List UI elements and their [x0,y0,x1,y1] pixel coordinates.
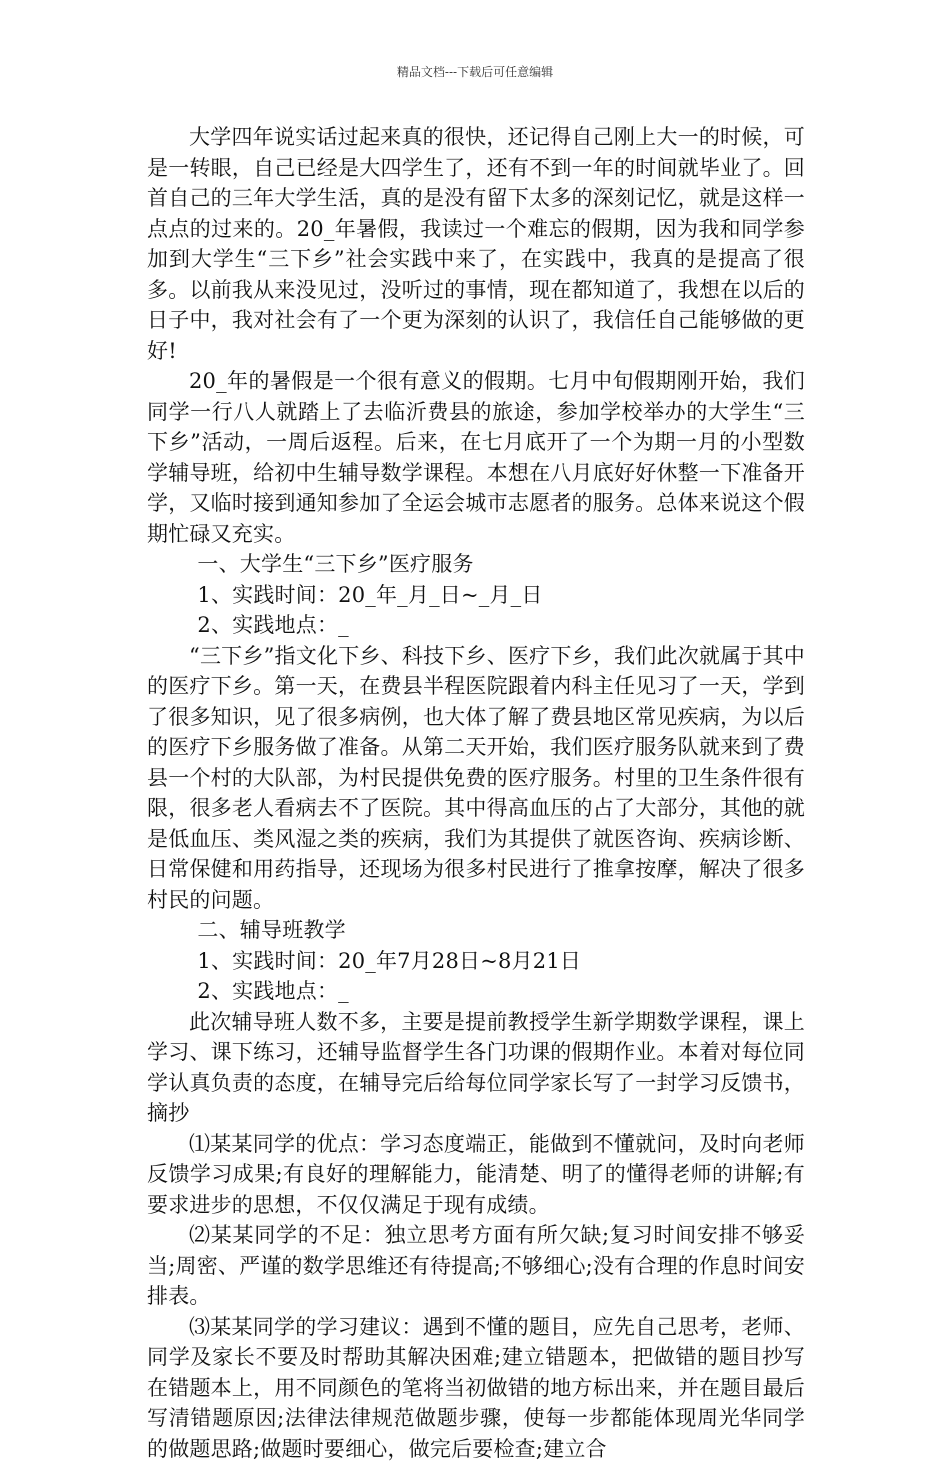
paragraph-tutoring: 此次辅导班人数不多，主要是提前教授学生新学期数学课程，课上学习、课下练习，还辅导监督学生各门功课的假期作业。本着对每位同学认真负责的态度，在辅导完后给每位同学家长写了一封学习反馈书，摘抄 [147,1007,805,1129]
section-heading-medical-service: 一、大学生“三下乡”医疗服务 [147,549,805,580]
document-body [147,122,805,1464]
paragraph-weaknesses: ⑵某某同学的不足：独立思考方面有所欠缺;复习时间安排不够妥当;周密、严谨的数学思维还有待提高;不够细心;没有合理的作息时间安排表。 [147,1220,805,1312]
practice-location-2: 2、实践地点：_ [147,976,805,1007]
section-heading-tutoring: 二、辅导班教学 [147,915,805,946]
practice-location-1: 2、实践地点：_ [147,610,805,641]
paragraph-summer-overview: 20_年的暑假是一个很有意义的假期。七月中旬假期刚开始，我们同学一行八人就踏上了去临沂费县的旅途，参加学校举办的大学生“三下乡”活动，一周后返程。后来，在七月底开了一个为期一月的小型数学辅导班，给初中生辅导数学课程。本想在八月底好好休整一下准备开学，又临时接到通知参加了全运会城市志愿者的服务。总体来说这个假期忙碌又充实。 [147,366,805,549]
paragraph-strengths: ⑴某某同学的优点：学习态度端正，能做到不懂就问，及时向老师反馈学习成果;有良好的理解能力，能清楚、明了的懂得老师的讲解;有要求进步的思想，不仅仅满足于现有成绩。 [147,1129,805,1221]
paragraph-suggestions: ⑶某某同学的学习建议：遇到不懂的题目，应先自己思考，老师、同学及家长不要及时帮助其解决困难;建立错题本，把做错的题目抄写在错题本上，用不同颜色的笔将当初做错的地方标出来，并在题目最后写清错题原因;法律法律规范做题步骤，使每一步都能体现周光华同学的做题思路;做题时要细心，做完后要检查;建立合 [147,1312,805,1464]
paragraph-medical-service: “三下乡”指文化下乡、科技下乡、医疗下乡，我们此次就属于其中的医疗下乡。第一天，在费县半程医院跟着内科主任见习了一天，学到了很多知识，见了很多病例，也大体了解了费县地区常见疾病，为以后的医疗下乡服务做了准备。从第二天开始，我们医疗服务队就来到了费县一个村的大队部，为村民提供免费的医疗服务。村里的卫生条件很有限，很多老人看病去不了医院。其中得高血压的占了大部分，其他的就是低血压、类风湿之类的疾病，我们为其提供了就医咨询、疾病诊断、日常保健和用药指导，还现场为很多村民进行了推拿按摩，解决了很多村民的问题。 [147,641,805,916]
page-header: 精品文档---下载后可任意编辑 [0,64,950,80]
paragraph-intro: 大学四年说实话过起来真的很快，还记得自己刚上大一的时候，可是一转眼，自己已经是大四学生了，还有不到一年的时间就毕业了。回首自己的三年大学生活，真的是没有留下太多的深刻记忆，就是这样一点点的过来的。20_年暑假，我读过一个难忘的假期，因为我和同学参加到大学生“三下乡”社会实践中来了，在实践中，我真的是提高了很多。以前我从来没见过，没听过的事情，现在都知道了，我想在以后的日子中，我对社会有了一个更为深刻的认识了，我信任自己能够做的更好! [147,122,805,366]
practice-time-1: 1、实践时间：20_年_月_日~_月_日 [147,580,805,611]
practice-time-2: 1、实践时间：20_年7月28日~8月21日 [147,946,805,977]
